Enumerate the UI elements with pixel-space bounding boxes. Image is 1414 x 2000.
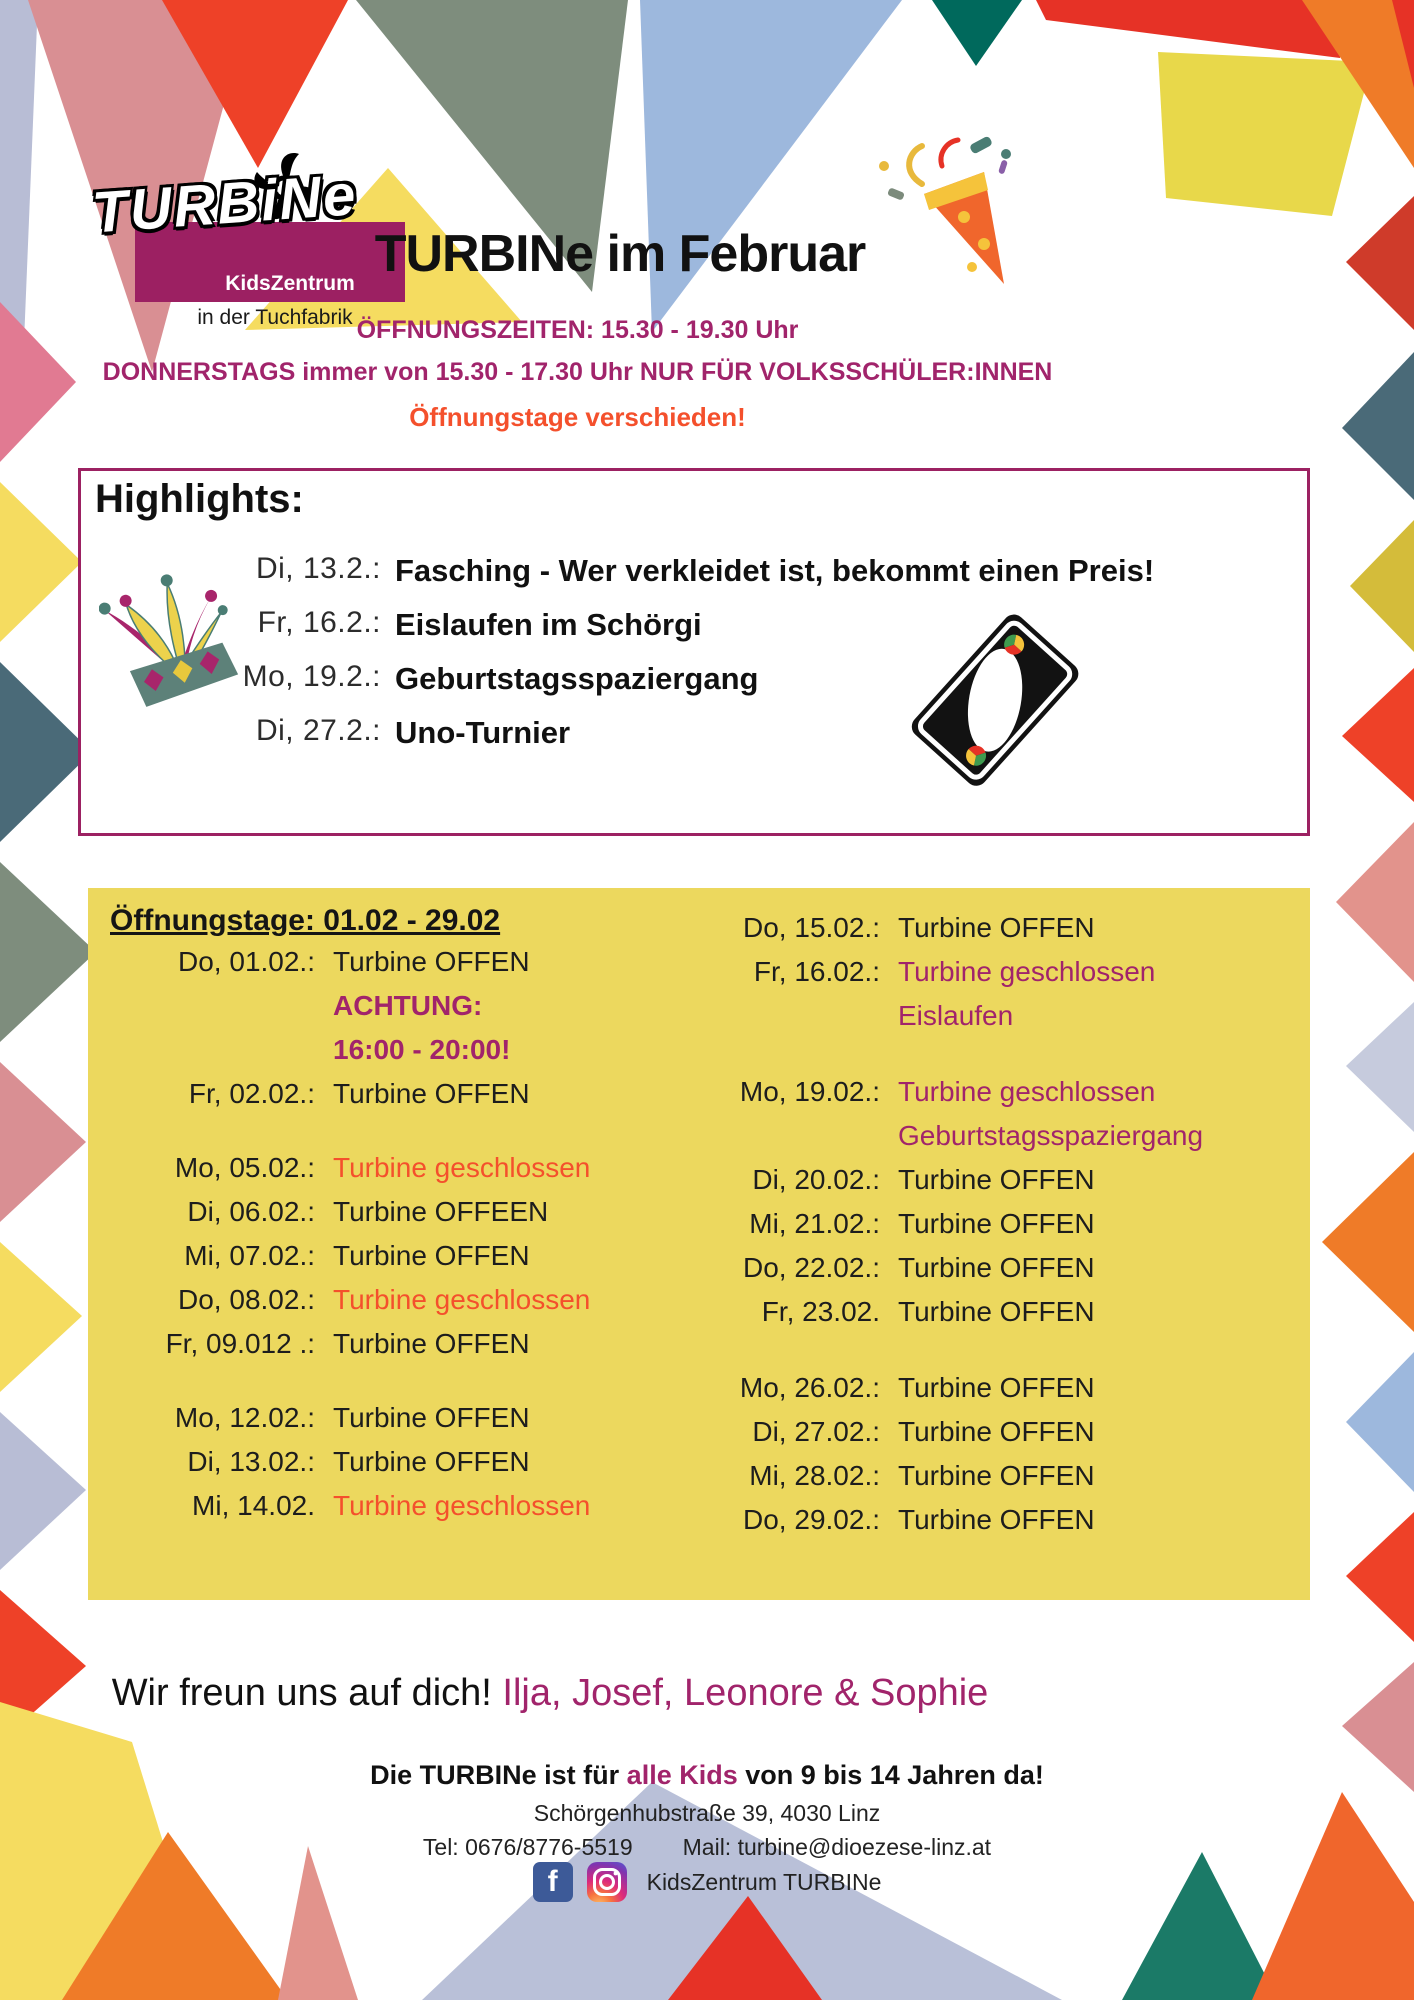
schedule-row	[640, 1252, 1300, 1296]
social-row	[0, 1862, 1414, 1902]
highlights-box	[78, 468, 1310, 836]
contact-line	[0, 1834, 1414, 1861]
schedule-date: Fr, 23.02.	[761, 1296, 880, 1327]
schedule-date: Mo, 26.02.:	[739, 1372, 880, 1403]
schedule-status: Turbine geschlossen	[898, 956, 1156, 987]
schedule-status: Eislaufen	[898, 1000, 1014, 1031]
schedule-row	[640, 1504, 1300, 1548]
instagram-icon[interactable]	[587, 1862, 627, 1902]
schedule-status: Turbine geschlossen	[898, 1076, 1156, 1107]
logo-kidszentrum-label: KidsZentrum	[225, 272, 355, 295]
schedule-date: Di, 20.02.:	[752, 1164, 880, 1195]
age-info-pre: Die TURBINe ist für	[370, 1760, 627, 1790]
schedule-status: Turbine geschlossen	[333, 1152, 591, 1183]
schedule-status: Turbine OFFEN	[898, 1252, 1095, 1283]
schedule-status: ACHTUNG:	[333, 990, 483, 1021]
schedule-status: Turbine OFFEN	[898, 1164, 1095, 1195]
schedule-date: Fr, 02.02.:	[188, 1078, 315, 1109]
age-info-highlight: alle Kids	[626, 1760, 738, 1790]
highlights-heading: Highlights:	[95, 477, 304, 521]
schedule-date: Mo, 05.02.:	[174, 1152, 315, 1183]
email-address: Mail: turbine@dioezese-linz.at	[682, 1834, 992, 1860]
address-line: Schörgenhubstraße 39, 4030 Linz	[533, 1800, 881, 1826]
schedule-date: Do, 29.02.:	[743, 1504, 880, 1535]
schedule-row	[640, 1416, 1300, 1460]
schedule-status: Turbine OFFEN	[898, 1372, 1095, 1403]
schedule-status: Turbine OFFEN	[333, 1446, 530, 1477]
schedule-status: Turbine OFFEN	[333, 1402, 530, 1433]
schedule-row	[640, 956, 1300, 1000]
schedule-date: Mo, 12.02.:	[174, 1402, 315, 1433]
highlight-text: Geburtstagsspaziergang	[395, 660, 759, 696]
schedule-status: Turbine OFFEN	[898, 1296, 1095, 1327]
schedule-row	[100, 990, 640, 1034]
schedule-row	[100, 1152, 640, 1196]
schedule-row	[100, 1284, 640, 1328]
schedule-status: Turbine geschlossen	[333, 1284, 591, 1315]
team-names: Ilja, Josef, Leonore & Sophie	[491, 1672, 989, 1714]
days-vary-line: Öffnungstage verschieden!	[409, 402, 746, 432]
schedule-status: Turbine OFFEN	[333, 946, 530, 977]
jester-crown-icon	[99, 559, 249, 719]
highlight-date: Di, 13.2.:	[255, 552, 381, 585]
schedule-row	[100, 1446, 640, 1490]
schedule-row	[640, 912, 1300, 956]
schedule-date: Mi, 07.02.:	[184, 1240, 315, 1271]
schedule-row	[640, 1372, 1300, 1416]
schedule-date: Di, 27.02.:	[752, 1416, 880, 1447]
highlight-row	[81, 711, 1286, 756]
highlight-date: Di, 27.2.:	[255, 713, 381, 747]
schedule-column-left	[100, 946, 640, 1534]
schedule-row	[100, 1328, 640, 1372]
schedule-row	[100, 1240, 640, 1284]
page-title: TURBINe im Februar	[374, 225, 866, 283]
age-info-line	[0, 1760, 1414, 1791]
schedule-date: Do, 01.02.:	[178, 946, 315, 977]
schedule-date: Mo, 19.02.:	[739, 1076, 880, 1107]
schedule-status: Geburtstagsspaziergang	[898, 1120, 1204, 1151]
thursday-note-line: DONNERSTAGS immer von 15.30 - 17.30 Uhr NUR FÜR VOLKSSCHÜLER:INNEN	[102, 358, 1053, 386]
schedule-date: Mi, 28.02.:	[749, 1460, 880, 1491]
schedule-status: Turbine OFFEEN	[333, 1196, 549, 1227]
schedule-row	[640, 1460, 1300, 1504]
schedule-row	[640, 1000, 1300, 1044]
schedule-row	[100, 1402, 640, 1446]
age-info-post: von 9 bis 14 Jahren da!	[737, 1760, 1044, 1790]
closing-line	[0, 1672, 1100, 1715]
schedule-date: Fr, 09.012 .:	[165, 1328, 315, 1359]
schedule-status: Turbine OFFEN	[898, 912, 1095, 943]
phone-number: Tel: 0676/8776-5519	[422, 1834, 633, 1860]
highlight-date: Fr, 16.2.:	[257, 605, 381, 639]
highlight-text: Fasching - Wer verkleidet ist, bekommt einen Preis!	[395, 553, 1155, 588]
schedule-row	[640, 1120, 1300, 1164]
schedule-status: Turbine geschlossen	[333, 1490, 591, 1521]
schedule-row	[100, 1034, 640, 1078]
schedule-row	[100, 1490, 640, 1534]
highlight-text: Uno-Turnier	[395, 714, 571, 750]
closing-text: Wir freun uns auf dich!	[111, 1672, 492, 1714]
highlight-row	[81, 603, 1286, 648]
highlights-list	[81, 549, 1286, 765]
schedule-row	[100, 946, 640, 990]
schedule-heading: Öffnungstage: 01.02 - 29.02	[110, 904, 501, 937]
social-handle: KidsZentrum TURBINe	[646, 1868, 882, 1895]
highlight-row	[81, 657, 1286, 702]
schedule-date: Do, 15.02.:	[743, 912, 880, 943]
schedule-row	[640, 1164, 1300, 1208]
schedule-date: Mi, 21.02.:	[749, 1208, 880, 1239]
schedule-date: Mi, 14.02.	[192, 1490, 315, 1521]
schedule-row	[100, 1078, 640, 1122]
schedule-row	[640, 1296, 1300, 1340]
schedule-row	[100, 1196, 640, 1240]
schedule-status: Turbine OFFEN	[898, 1208, 1095, 1239]
schedule-date: Fr, 16.02.:	[753, 956, 880, 987]
schedule-status: Turbine OFFEN	[333, 1240, 530, 1271]
schedule-date: Do, 08.02.:	[178, 1284, 315, 1315]
facebook-icon[interactable]: f	[533, 1862, 573, 1902]
schedule-row	[640, 1076, 1300, 1120]
schedule-box	[88, 888, 1310, 1600]
schedule-status: Turbine OFFEN	[898, 1504, 1095, 1535]
schedule-column-right	[640, 912, 1300, 1548]
schedule-status: Turbine OFFEN	[333, 1328, 530, 1359]
highlight-date: Mo, 19.2.:	[242, 659, 381, 693]
schedule-row	[640, 1208, 1300, 1252]
highlight-text: Eislaufen im Schörgi	[395, 606, 702, 642]
schedule-status: Turbine OFFEN	[333, 1078, 530, 1109]
schedule-status: Turbine OFFEN	[898, 1416, 1095, 1447]
opening-times-line: ÖFFNUNGSZEITEN: 15.30 - 19.30 Uhr	[356, 316, 799, 344]
highlight-row	[81, 549, 1286, 594]
party-popper-icon	[872, 132, 1022, 292]
logo-wordmark: TURBiNe	[90, 162, 360, 246]
schedule-date: Do, 22.02.:	[743, 1252, 880, 1283]
schedule-status: Turbine OFFEN	[898, 1460, 1095, 1491]
logo-tuchfabrik-label: in der Tuchfabrik	[197, 306, 353, 329]
schedule-date: Di, 06.02.:	[187, 1196, 315, 1227]
uno-card-icon	[893, 589, 1093, 819]
schedule-date: Di, 13.02.:	[187, 1446, 315, 1477]
schedule-status: 16:00 - 20:00!	[333, 1034, 511, 1065]
